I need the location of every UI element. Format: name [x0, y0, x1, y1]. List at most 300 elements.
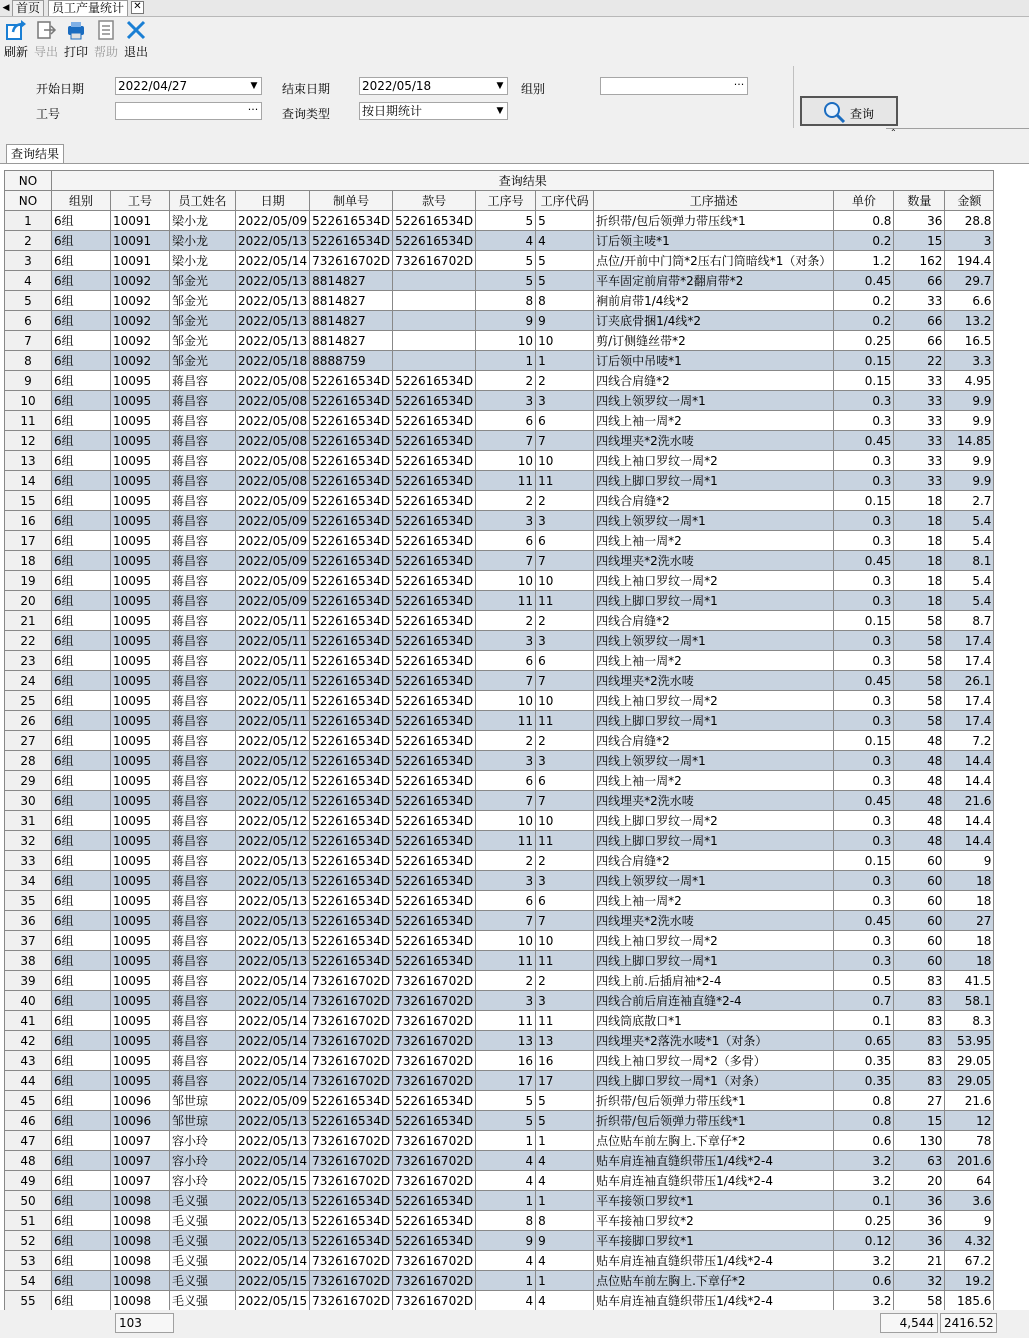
- cell-style-no[interactable]: 522616534D: [393, 431, 476, 451]
- cell-process-code[interactable]: 3: [536, 751, 594, 771]
- table-row[interactable]: [5, 1031, 994, 1051]
- table-row[interactable]: [5, 591, 994, 611]
- cell-amount[interactable]: 4.95: [945, 371, 994, 391]
- cell-process-desc[interactable]: 四线上脚口罗纹一周*1: [594, 711, 834, 731]
- cell-group[interactable]: 6组: [52, 631, 111, 651]
- cell-date[interactable]: 2022/05/08: [236, 411, 310, 431]
- cell-worker-id[interactable]: 10095: [111, 751, 170, 771]
- cell-amount[interactable]: 29.05: [945, 1051, 994, 1071]
- table-row[interactable]: [5, 1111, 994, 1131]
- cell-order-no[interactable]: 522616534D: [310, 1211, 393, 1231]
- table-row[interactable]: [5, 291, 994, 311]
- row-number-cell[interactable]: 38: [5, 951, 52, 971]
- cell-order-no[interactable]: 522616534D: [310, 951, 393, 971]
- cell-order-no[interactable]: 522616534D: [310, 1191, 393, 1211]
- cell-order-no[interactable]: 522616534D: [310, 871, 393, 891]
- cell-process-no[interactable]: 10: [476, 571, 536, 591]
- cell-quantity[interactable]: 83: [894, 1011, 945, 1031]
- cell-process-desc[interactable]: 四线上袖一周*2: [594, 411, 834, 431]
- cell-unit-price[interactable]: 0.3: [834, 811, 894, 831]
- cell-process-code[interactable]: 17: [536, 1071, 594, 1091]
- cell-order-no[interactable]: 522616534D: [310, 911, 393, 931]
- cell-unit-price[interactable]: 0.6: [834, 1131, 894, 1151]
- cell-unit-price[interactable]: 0.15: [834, 371, 894, 391]
- cell-worker-id[interactable]: 10095: [111, 731, 170, 751]
- cell-order-no[interactable]: 522616534D: [310, 691, 393, 711]
- table-row[interactable]: [5, 831, 994, 851]
- cell-process-code[interactable]: 9: [536, 1231, 594, 1251]
- cell-process-code[interactable]: 5: [536, 211, 594, 231]
- cell-process-no[interactable]: 9: [476, 1231, 536, 1251]
- cell-process-desc[interactable]: 四线上脚口罗纹一周*1（对条）: [594, 1071, 834, 1091]
- cell-amount[interactable]: 5.4: [945, 531, 994, 551]
- table-row[interactable]: [5, 451, 994, 471]
- cell-worker-name[interactable]: 邹金光: [170, 291, 236, 311]
- cell-worker-id[interactable]: 10095: [111, 991, 170, 1011]
- cell-date[interactable]: 2022/05/11: [236, 691, 310, 711]
- cell-process-no[interactable]: 7: [476, 791, 536, 811]
- cell-quantity[interactable]: 60: [894, 871, 945, 891]
- cell-style-no[interactable]: 732616702D: [393, 991, 476, 1011]
- cell-unit-price[interactable]: 0.45: [834, 671, 894, 691]
- cell-process-code[interactable]: 10: [536, 811, 594, 831]
- cell-process-desc[interactable]: 四线上领罗纹一周*1: [594, 631, 834, 651]
- cell-unit-price[interactable]: 0.5: [834, 971, 894, 991]
- cell-date[interactable]: 2022/05/14: [236, 1071, 310, 1091]
- cell-quantity[interactable]: 58: [894, 671, 945, 691]
- cell-date[interactable]: 2022/05/09: [236, 551, 310, 571]
- cell-process-desc[interactable]: 四线上领罗纹一周*1: [594, 511, 834, 531]
- cell-unit-price[interactable]: 0.2: [834, 311, 894, 331]
- row-number-cell[interactable]: 51: [5, 1211, 52, 1231]
- cell-process-desc[interactable]: 四线上前.后插肩袖*2-4: [594, 971, 834, 991]
- cell-amount[interactable]: 185.6: [945, 1291, 994, 1311]
- cell-quantity[interactable]: 22: [894, 351, 945, 371]
- cell-worker-id[interactable]: 10098: [111, 1191, 170, 1211]
- cell-worker-name[interactable]: 蒋昌容: [170, 871, 236, 891]
- table-row[interactable]: [5, 471, 994, 491]
- cell-style-no[interactable]: 522616534D: [393, 651, 476, 671]
- cell-process-desc[interactable]: 四线埋夹*2洗水唛: [594, 671, 834, 691]
- cell-group[interactable]: 6组: [52, 291, 111, 311]
- cell-date[interactable]: 2022/05/11: [236, 651, 310, 671]
- cell-group[interactable]: 6组: [52, 511, 111, 531]
- cell-style-no[interactable]: 522616534D: [393, 711, 476, 731]
- cell-worker-id[interactable]: 10095: [111, 1011, 170, 1031]
- cell-date[interactable]: 2022/05/09: [236, 211, 310, 231]
- cell-process-code[interactable]: 4: [536, 1291, 594, 1311]
- cell-group[interactable]: 6组: [52, 691, 111, 711]
- cell-worker-id[interactable]: 10091: [111, 251, 170, 271]
- cell-quantity[interactable]: 36: [894, 1231, 945, 1251]
- cell-order-no[interactable]: 522616534D: [310, 711, 393, 731]
- cell-worker-name[interactable]: 蒋昌容: [170, 851, 236, 871]
- cell-quantity[interactable]: 83: [894, 1071, 945, 1091]
- cell-unit-price[interactable]: 0.3: [834, 931, 894, 951]
- cell-group[interactable]: 6组: [52, 851, 111, 871]
- print-button[interactable]: 打印: [60, 18, 92, 62]
- row-number-cell[interactable]: 3: [5, 251, 52, 271]
- cell-quantity[interactable]: 66: [894, 311, 945, 331]
- cell-style-no[interactable]: 522616534D: [393, 411, 476, 431]
- cell-process-no[interactable]: 11: [476, 1011, 536, 1031]
- cell-quantity[interactable]: 15: [894, 231, 945, 251]
- cell-worker-id[interactable]: 10097: [111, 1151, 170, 1171]
- query-button[interactable]: 查询: [800, 96, 898, 126]
- cell-process-no[interactable]: 10: [476, 331, 536, 351]
- row-number-cell[interactable]: 10: [5, 391, 52, 411]
- cell-worker-name[interactable]: 蒋昌容: [170, 371, 236, 391]
- cell-group[interactable]: 6组: [52, 331, 111, 351]
- table-row[interactable]: [5, 711, 994, 731]
- cell-unit-price[interactable]: 0.3: [834, 411, 894, 431]
- cell-worker-name[interactable]: 邹金光: [170, 351, 236, 371]
- cell-worker-name[interactable]: 梁小龙: [170, 251, 236, 271]
- cell-worker-name[interactable]: 蒋昌容: [170, 931, 236, 951]
- cell-order-no[interactable]: 732616702D: [310, 1271, 393, 1291]
- cell-group[interactable]: 6组: [52, 251, 111, 271]
- cell-process-no[interactable]: 8: [476, 291, 536, 311]
- cell-unit-price[interactable]: 0.8: [834, 1091, 894, 1111]
- cell-group[interactable]: 6组: [52, 471, 111, 491]
- cell-group[interactable]: 6组: [52, 971, 111, 991]
- cell-process-desc[interactable]: 四线上袖口罗纹一周*2（多骨）: [594, 1051, 834, 1071]
- cell-worker-name[interactable]: 邹金光: [170, 311, 236, 331]
- table-row[interactable]: [5, 311, 994, 331]
- cell-style-no[interactable]: 732616702D: [393, 1131, 476, 1151]
- cell-order-no[interactable]: 732616702D: [310, 1031, 393, 1051]
- row-number-cell[interactable]: 42: [5, 1031, 52, 1051]
- cell-quantity[interactable]: 60: [894, 851, 945, 871]
- group-input[interactable]: [600, 77, 748, 95]
- cell-worker-name[interactable]: 蒋昌容: [170, 491, 236, 511]
- cell-style-no[interactable]: 522616534D: [393, 831, 476, 851]
- cell-process-desc[interactable]: 四线合肩缝*2: [594, 611, 834, 631]
- cell-worker-id[interactable]: 10095: [111, 1031, 170, 1051]
- cell-group[interactable]: 6组: [52, 591, 111, 611]
- cell-quantity[interactable]: 48: [894, 831, 945, 851]
- cell-worker-name[interactable]: 毛义强: [170, 1271, 236, 1291]
- cell-group[interactable]: 6组: [52, 791, 111, 811]
- column-header-amount[interactable]: 金额: [945, 191, 994, 211]
- cell-date[interactable]: 2022/05/13: [236, 1111, 310, 1131]
- cell-process-code[interactable]: 4: [536, 231, 594, 251]
- cell-order-no[interactable]: 522616534D: [310, 891, 393, 911]
- cell-worker-id[interactable]: 10095: [111, 531, 170, 551]
- row-number-cell[interactable]: 23: [5, 651, 52, 671]
- cell-process-no[interactable]: 6: [476, 411, 536, 431]
- cell-order-no[interactable]: 522616534D: [310, 1111, 393, 1131]
- cell-group[interactable]: 6组: [52, 611, 111, 631]
- cell-quantity[interactable]: 21: [894, 1251, 945, 1271]
- cell-order-no[interactable]: 522616534D: [310, 471, 393, 491]
- cell-order-no[interactable]: 522616534D: [310, 411, 393, 431]
- row-number-cell[interactable]: 14: [5, 471, 52, 491]
- row-number-cell[interactable]: 5: [5, 291, 52, 311]
- cell-unit-price[interactable]: 0.12: [834, 1231, 894, 1251]
- cell-process-code[interactable]: 5: [536, 271, 594, 291]
- row-number-cell[interactable]: 36: [5, 911, 52, 931]
- cell-process-desc[interactable]: 四线埋夹*2洗水唛: [594, 431, 834, 451]
- row-number-cell[interactable]: 50: [5, 1191, 52, 1211]
- cell-process-desc[interactable]: 平车接袖口罗纹*2: [594, 1211, 834, 1231]
- cell-group[interactable]: 6组: [52, 911, 111, 931]
- cell-group[interactable]: 6组: [52, 651, 111, 671]
- cell-unit-price[interactable]: 0.3: [834, 951, 894, 971]
- cell-order-no[interactable]: 522616534D: [310, 451, 393, 471]
- cell-amount[interactable]: 53.95: [945, 1031, 994, 1051]
- cell-order-no[interactable]: 522616534D: [310, 531, 393, 551]
- cell-style-no[interactable]: 732616702D: [393, 971, 476, 991]
- cell-process-no[interactable]: 3: [476, 631, 536, 651]
- cell-amount[interactable]: 27: [945, 911, 994, 931]
- cell-style-no[interactable]: 522616534D: [393, 1231, 476, 1251]
- cell-process-desc[interactable]: 四线筒底散口*1: [594, 1011, 834, 1031]
- cell-process-code[interactable]: 4: [536, 1151, 594, 1171]
- cell-date[interactable]: 2022/05/14: [236, 1251, 310, 1271]
- row-number-cell[interactable]: 11: [5, 411, 52, 431]
- table-row[interactable]: [5, 991, 994, 1011]
- row-number-cell[interactable]: 40: [5, 991, 52, 1011]
- cell-style-no[interactable]: 732616702D: [393, 1271, 476, 1291]
- cell-unit-price[interactable]: 0.3: [834, 831, 894, 851]
- cell-amount[interactable]: 9.9: [945, 451, 994, 471]
- cell-process-no[interactable]: 2: [476, 851, 536, 871]
- cell-quantity[interactable]: 18: [894, 571, 945, 591]
- cell-process-no[interactable]: 5: [476, 211, 536, 231]
- cell-style-no[interactable]: 732616702D: [393, 1031, 476, 1051]
- cell-order-no[interactable]: 522616534D: [310, 811, 393, 831]
- row-number-cell[interactable]: 54: [5, 1271, 52, 1291]
- cell-order-no[interactable]: 732616702D: [310, 1151, 393, 1171]
- cell-worker-name[interactable]: 容小玲: [170, 1131, 236, 1151]
- cell-style-no[interactable]: 522616534D: [393, 731, 476, 751]
- cell-worker-name[interactable]: 邹世琼: [170, 1111, 236, 1131]
- cell-date[interactable]: 2022/05/12: [236, 731, 310, 751]
- row-number-cell[interactable]: 25: [5, 691, 52, 711]
- cell-group[interactable]: 6组: [52, 231, 111, 251]
- table-row[interactable]: [5, 531, 994, 551]
- row-number-cell[interactable]: 45: [5, 1091, 52, 1111]
- row-number-cell[interactable]: 32: [5, 831, 52, 851]
- cell-quantity[interactable]: 18: [894, 591, 945, 611]
- cell-process-desc[interactable]: 订后领主唛*1: [594, 231, 834, 251]
- cell-quantity[interactable]: 60: [894, 891, 945, 911]
- cell-style-no[interactable]: 732616702D: [393, 1011, 476, 1031]
- cell-quantity[interactable]: 66: [894, 271, 945, 291]
- cell-date[interactable]: 2022/05/14: [236, 1031, 310, 1051]
- cell-unit-price[interactable]: 0.45: [834, 271, 894, 291]
- cell-date[interactable]: 2022/05/11: [236, 611, 310, 631]
- cell-process-desc[interactable]: 四线上脚口罗纹一周*1: [594, 591, 834, 611]
- cell-process-desc[interactable]: 四线合肩缝*2: [594, 371, 834, 391]
- cell-style-no[interactable]: 522616534D: [393, 471, 476, 491]
- cell-order-no[interactable]: 732616702D: [310, 1171, 393, 1191]
- table-row[interactable]: [5, 271, 994, 291]
- cell-quantity[interactable]: 33: [894, 471, 945, 491]
- row-number-cell[interactable]: 22: [5, 631, 52, 651]
- cell-style-no[interactable]: [393, 291, 476, 311]
- cell-unit-price[interactable]: 0.2: [834, 231, 894, 251]
- cell-style-no[interactable]: 522616534D: [393, 631, 476, 651]
- cell-amount[interactable]: 41.5: [945, 971, 994, 991]
- cell-order-no[interactable]: 522616534D: [310, 671, 393, 691]
- cell-process-no[interactable]: 4: [476, 231, 536, 251]
- cell-date[interactable]: 2022/05/14: [236, 1051, 310, 1071]
- cell-amount[interactable]: 16.5: [945, 331, 994, 351]
- cell-quantity[interactable]: 48: [894, 791, 945, 811]
- row-number-cell[interactable]: 15: [5, 491, 52, 511]
- cell-order-no[interactable]: 522616534D: [310, 731, 393, 751]
- cell-quantity[interactable]: 18: [894, 511, 945, 531]
- cell-worker-name[interactable]: 蒋昌容: [170, 1011, 236, 1031]
- row-number-cell[interactable]: 29: [5, 771, 52, 791]
- cell-process-no[interactable]: 2: [476, 371, 536, 391]
- cell-quantity[interactable]: 33: [894, 431, 945, 451]
- cell-process-code[interactable]: 10: [536, 331, 594, 351]
- cell-date[interactable]: 2022/05/14: [236, 991, 310, 1011]
- cell-process-desc[interactable]: 平车接领口罗纹*1: [594, 1191, 834, 1211]
- cell-quantity[interactable]: 83: [894, 1051, 945, 1071]
- cell-group[interactable]: 6组: [52, 571, 111, 591]
- cell-group[interactable]: 6组: [52, 1191, 111, 1211]
- cell-order-no[interactable]: 522616534D: [310, 931, 393, 951]
- cell-style-no[interactable]: 522616534D: [393, 451, 476, 471]
- cell-process-code[interactable]: 3: [536, 391, 594, 411]
- cell-unit-price[interactable]: 0.15: [834, 731, 894, 751]
- cell-style-no[interactable]: 522616534D: [393, 1091, 476, 1111]
- cell-date[interactable]: 2022/05/12: [236, 831, 310, 851]
- cell-worker-id[interactable]: 10095: [111, 451, 170, 471]
- row-number-cell[interactable]: 35: [5, 891, 52, 911]
- cell-date[interactable]: 2022/05/13: [236, 311, 310, 331]
- cell-worker-id[interactable]: 10095: [111, 591, 170, 611]
- cell-order-no[interactable]: 522616534D: [310, 1091, 393, 1111]
- cell-quantity[interactable]: 15: [894, 1111, 945, 1131]
- cell-worker-name[interactable]: 蒋昌容: [170, 731, 236, 751]
- row-number-cell[interactable]: 52: [5, 1231, 52, 1251]
- cell-unit-price[interactable]: 0.8: [834, 211, 894, 231]
- cell-order-no[interactable]: 522616534D: [310, 791, 393, 811]
- table-row[interactable]: [5, 651, 994, 671]
- cell-amount[interactable]: 18: [945, 871, 994, 891]
- table-row[interactable]: [5, 1191, 994, 1211]
- cell-worker-name[interactable]: 蒋昌容: [170, 831, 236, 851]
- cell-style-no[interactable]: [393, 331, 476, 351]
- cell-quantity[interactable]: 33: [894, 371, 945, 391]
- cell-process-no[interactable]: 9: [476, 311, 536, 331]
- cell-worker-id[interactable]: 10098: [111, 1251, 170, 1271]
- cell-worker-name[interactable]: 蒋昌容: [170, 1031, 236, 1051]
- cell-process-no[interactable]: 4: [476, 1291, 536, 1311]
- cell-amount[interactable]: 17.4: [945, 711, 994, 731]
- cell-process-desc[interactable]: 四线上袖口罗纹一周*2: [594, 931, 834, 951]
- table-row[interactable]: [5, 211, 994, 231]
- cell-worker-id[interactable]: 10095: [111, 371, 170, 391]
- cell-worker-id[interactable]: 10095: [111, 491, 170, 511]
- cell-worker-name[interactable]: 蒋昌容: [170, 891, 236, 911]
- cell-order-no[interactable]: 8814827: [310, 291, 393, 311]
- cell-process-no[interactable]: 10: [476, 691, 536, 711]
- cell-process-desc[interactable]: 四线合前后肩连袖直缝*2-4: [594, 991, 834, 1011]
- cell-worker-name[interactable]: 梁小龙: [170, 211, 236, 231]
- row-number-cell[interactable]: 47: [5, 1131, 52, 1151]
- tab-worker-output[interactable]: 员工产量统计: [48, 0, 128, 16]
- cell-amount[interactable]: 58.1: [945, 991, 994, 1011]
- cell-amount[interactable]: 29.05: [945, 1071, 994, 1091]
- chevron-down-icon[interactable]: ▼: [496, 106, 504, 116]
- cell-date[interactable]: 2022/05/15: [236, 1271, 310, 1291]
- cell-date[interactable]: 2022/05/08: [236, 391, 310, 411]
- cell-process-no[interactable]: 3: [476, 871, 536, 891]
- cell-process-no[interactable]: 6: [476, 531, 536, 551]
- cell-process-code[interactable]: 3: [536, 991, 594, 1011]
- row-number-cell[interactable]: 44: [5, 1071, 52, 1091]
- cell-process-code[interactable]: 10: [536, 451, 594, 471]
- cell-group[interactable]: 6组: [52, 991, 111, 1011]
- cell-process-code[interactable]: 11: [536, 591, 594, 611]
- cell-unit-price[interactable]: 0.1: [834, 1011, 894, 1031]
- cell-amount[interactable]: 2.7: [945, 491, 994, 511]
- cell-process-desc[interactable]: 四线上脚口罗纹一周*1: [594, 831, 834, 851]
- cell-process-desc[interactable]: 四线上脚口罗纹一周*1: [594, 951, 834, 971]
- cell-worker-name[interactable]: 蒋昌容: [170, 591, 236, 611]
- cell-worker-id[interactable]: 10095: [111, 511, 170, 531]
- table-row[interactable]: [5, 1291, 994, 1311]
- row-number-cell[interactable]: 1: [5, 211, 52, 231]
- cell-worker-id[interactable]: 10095: [111, 971, 170, 991]
- cell-unit-price[interactable]: 0.3: [834, 531, 894, 551]
- cell-process-desc[interactable]: 贴车肩连袖直缝织带压1/4线*2-4: [594, 1171, 834, 1191]
- cell-date[interactable]: 2022/05/13: [236, 291, 310, 311]
- cell-group[interactable]: 6组: [52, 371, 111, 391]
- cell-quantity[interactable]: 60: [894, 931, 945, 951]
- cell-order-no[interactable]: 732616702D: [310, 1251, 393, 1271]
- cell-process-code[interactable]: 9: [536, 311, 594, 331]
- tab-query-results[interactable]: 查询结果: [6, 144, 64, 164]
- cell-amount[interactable]: 4.32: [945, 1231, 994, 1251]
- cell-amount[interactable]: 13.2: [945, 311, 994, 331]
- cell-process-desc[interactable]: 四线上袖一周*2: [594, 531, 834, 551]
- cell-group[interactable]: 6组: [52, 1111, 111, 1131]
- cell-quantity[interactable]: 58: [894, 711, 945, 731]
- cell-process-no[interactable]: 6: [476, 891, 536, 911]
- cell-order-no[interactable]: 522616534D: [310, 591, 393, 611]
- cell-amount[interactable]: 12: [945, 1111, 994, 1131]
- cell-process-desc[interactable]: 折织带/包后领弹力带压线*1: [594, 1111, 834, 1131]
- cell-style-no[interactable]: 522616534D: [393, 811, 476, 831]
- cell-amount[interactable]: 28.8: [945, 211, 994, 231]
- cell-group[interactable]: 6组: [52, 411, 111, 431]
- cell-process-desc[interactable]: 四线上领罗纹一周*1: [594, 751, 834, 771]
- cell-worker-name[interactable]: 蒋昌容: [170, 1071, 236, 1091]
- cell-date[interactable]: 2022/05/11: [236, 631, 310, 651]
- row-number-cell[interactable]: 26: [5, 711, 52, 731]
- cell-process-code[interactable]: 2: [536, 611, 594, 631]
- cell-unit-price[interactable]: 0.3: [834, 871, 894, 891]
- cell-worker-id[interactable]: 10098: [111, 1291, 170, 1311]
- cell-quantity[interactable]: 48: [894, 771, 945, 791]
- row-number-cell[interactable]: 7: [5, 331, 52, 351]
- cell-process-no[interactable]: 1: [476, 1191, 536, 1211]
- export-button[interactable]: 导出: [30, 18, 62, 62]
- column-header-order-no[interactable]: 制单号: [310, 191, 393, 211]
- cell-order-no[interactable]: 732616702D: [310, 1051, 393, 1071]
- cell-process-code[interactable]: 16: [536, 1051, 594, 1071]
- table-row[interactable]: [5, 791, 994, 811]
- cell-quantity[interactable]: 58: [894, 1291, 945, 1311]
- cell-order-no[interactable]: 732616702D: [310, 971, 393, 991]
